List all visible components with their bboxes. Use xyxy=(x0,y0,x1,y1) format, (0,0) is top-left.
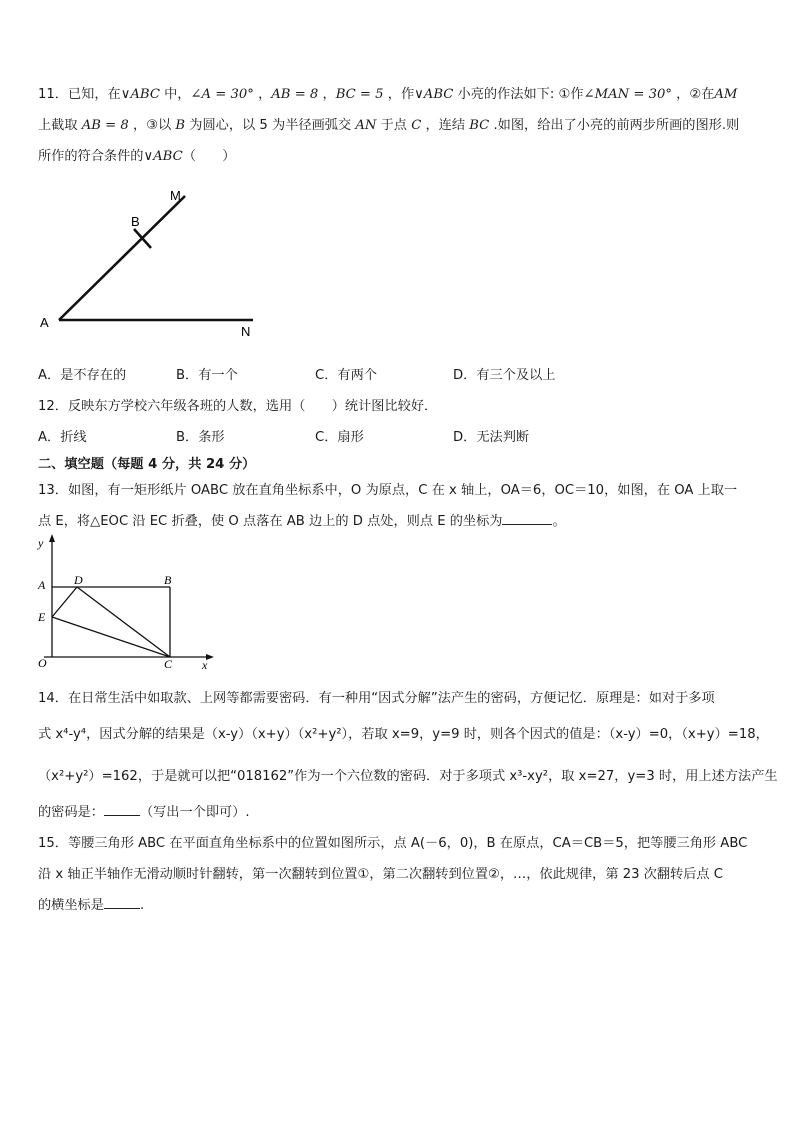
q14-line-1: 14．在日常生活中如取款、上网等都需要密码．有一种用“因式分解”法产生的密码，方便记忆．原理是：如对于多项 xyxy=(38,691,715,706)
triangle-abc-2: ∨ABC xyxy=(414,87,454,102)
angle-a-expr: ∠A = 30° xyxy=(190,87,254,102)
q14-line-2: 式 x⁴-y⁴，因式分解的结果是（x-y）（x+y）（x²+y²），若取 x=9，y=9 时，则各个因式的值是：（x-y）=0，（x+y）=18， xyxy=(38,727,769,742)
ray-am xyxy=(59,196,185,320)
section-title: 二、填空题（每题 4 分，共 24 分） xyxy=(38,457,256,472)
label-m: M xyxy=(170,188,181,203)
label-b: B xyxy=(131,214,140,229)
q11-option-b: B．有一个 xyxy=(176,368,238,383)
angle-man-expr: ∠MAN = 30° xyxy=(583,87,672,102)
q15-line-1: 15．等腰三角形 ABC 在平面直角坐标系中的位置如图所示，点 A(－6，0)，B 在原点，CA＝CB＝5，把等腰三角形 ABC xyxy=(38,836,748,851)
q12-text: 12．反映东方学校六年级各班的人数，选用（ ）统计图比较好． xyxy=(38,399,438,414)
label-a: A xyxy=(38,578,46,592)
q11-line-3: 所作的符合条件的∨ABC（ ） xyxy=(38,149,236,164)
q15-line-3: 的横坐标是 . xyxy=(38,898,145,913)
q12-option-c: C．扇形 xyxy=(315,430,364,445)
answer-blank-q13[interactable] xyxy=(502,512,552,525)
q13-figure xyxy=(34,532,219,672)
segment-ed xyxy=(52,587,77,617)
q12-option-d: D．无法判断 xyxy=(453,430,530,445)
bc-expr: BC = 5 xyxy=(335,87,384,102)
answer-blank-q14[interactable] xyxy=(104,803,140,816)
ab-expr: AB = 8 xyxy=(271,87,319,102)
label-x: x xyxy=(202,658,208,672)
q11-option-a: A．是不存在的 xyxy=(38,368,127,383)
q11-option-c: C．有两个 xyxy=(315,368,377,383)
label-c: C xyxy=(164,657,173,671)
q15-line-2: 沿 x 轴正半轴作无滑动顺时针翻转，第一次翻转到位置①，第二次翻转到位置②，…，依此规律，第 23 次翻转后点 C xyxy=(38,867,724,882)
q13-line-1: 13．如图，有一矩形纸片 OABC 放在直角坐标系中，O 为原点，C 在 x 轴上，OA＝6，OC＝10，如图，在 OA 上取一 xyxy=(38,483,738,498)
q13-line-2: 点 E，将△EOC 沿 EC 折叠，使 O 点落在 AB 边上的 D 点处，则点 E 的坐标为 。 xyxy=(38,514,566,529)
label-d: D xyxy=(74,573,83,587)
q14-line-4: 的密码是： （写出一个即可）. xyxy=(38,805,250,820)
q12-option-a: A．折线 xyxy=(38,430,87,445)
label-e: E xyxy=(38,610,46,624)
triangle-abc: ∨ABC xyxy=(120,87,160,102)
label-n: N xyxy=(241,324,251,339)
q14-line-3: （x²+y²）=162，于是就可以把“018162”作为一个六位数的密码．对于多项式 x³-xy²，取 x=27，y=3 时，用上述方法产生 xyxy=(38,769,778,784)
label-y: y xyxy=(38,536,44,550)
am-expr: AM xyxy=(714,87,738,102)
label-b: B xyxy=(164,573,172,587)
answer-blank-q15[interactable] xyxy=(104,896,140,909)
q11-figure xyxy=(30,182,270,342)
y-axis-arrow xyxy=(49,534,55,542)
q11-line-1: 11．已知，在∨ABC 中，∠A = 30° ，AB = 8 ，BC = 5 ，作∨ABC 小亮的作法如下: ①作∠MAN = 30° ，②在AM xyxy=(38,87,738,102)
label-a: A xyxy=(40,315,49,330)
label-o: O xyxy=(38,656,47,670)
q12-option-b: B．条形 xyxy=(176,430,225,445)
segment-ec xyxy=(52,617,170,657)
q11-option-d: D．有三个及以上 xyxy=(453,368,556,383)
segment-dc xyxy=(77,587,170,657)
q11-line-2: 上截取 AB = 8 ，③以 B 为圆心，以 5 为半径画弧交 AN 于点 C ，连结 BC .如图，给出了小亮的前两步所画的图形.则 xyxy=(38,118,740,133)
